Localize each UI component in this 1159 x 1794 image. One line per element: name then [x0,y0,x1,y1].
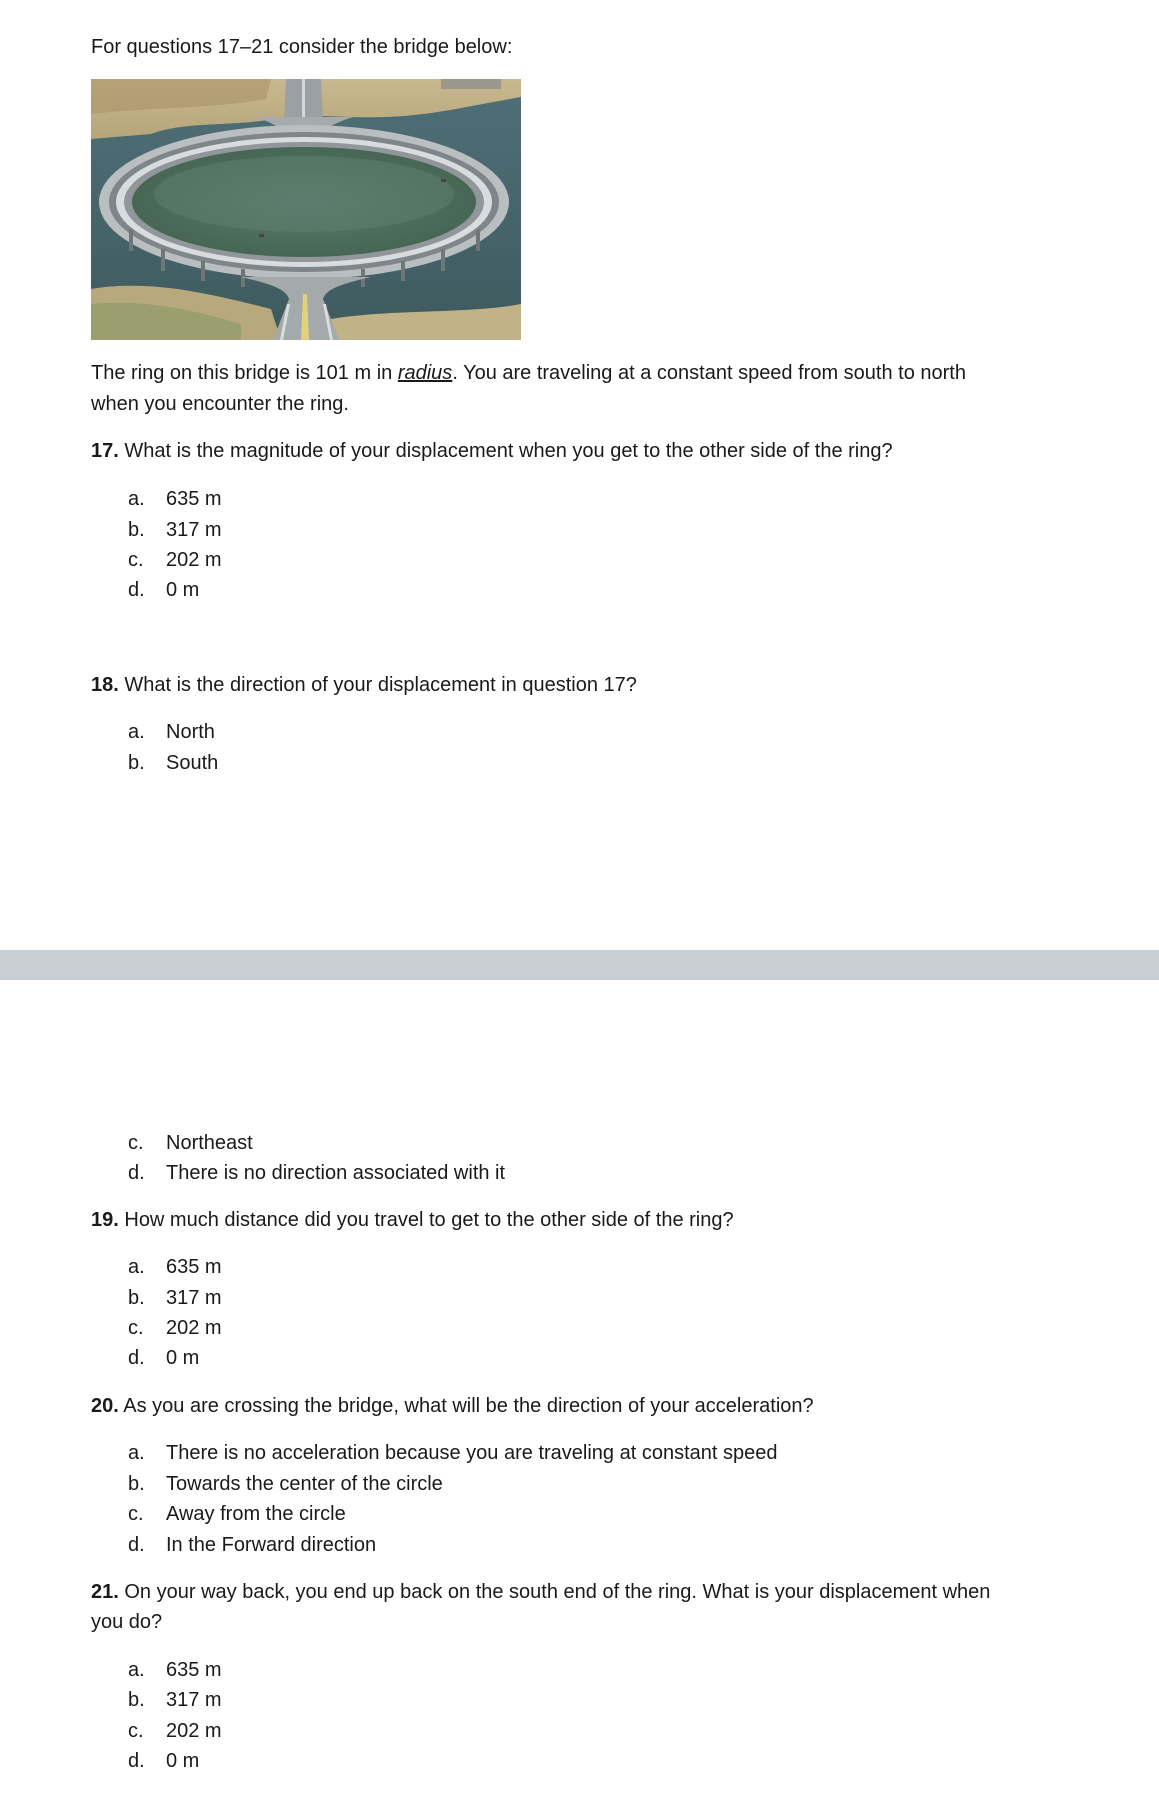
q17-option-b-letter: b. [128,519,145,541]
q18-option-c-letter: c. [128,1132,144,1154]
q19-option-a: 635 m [166,1256,222,1278]
q17-option-d-letter: d. [128,579,145,601]
q19-option-b: 317 m [166,1287,222,1309]
q17-option-d: 0 m [166,579,200,601]
q21-option-b-letter: b. [128,1689,145,1711]
q21-option-d: 0 m [166,1750,200,1772]
question-20: 20. As you are crossing the bridge, what will be the direction of your acceleration? [91,1395,814,1417]
q18-option-c: Northeast [166,1132,253,1154]
q20-option-d-letter: d. [128,1534,145,1556]
context-line-1: The ring on this bridge is 101 m in radius. You are traveling at a constant speed from south to north [91,362,966,384]
q20-option-c: Away from the circle [166,1503,346,1525]
question-18: 18. What is the direction of your displacement in question 17? [91,674,637,696]
q20-option-a: There is no acceleration because you are traveling at constant speed [166,1442,778,1464]
question-21-line-2: you do? [91,1611,163,1633]
q20-option-a-letter: a. [128,1442,145,1464]
q17-option-a-letter: a. [128,488,145,510]
q19-option-c-letter: c. [128,1317,144,1339]
question-21: 21. On your way back, you end up back on the south end of the ring. What is your displacement when [91,1581,991,1603]
q18-option-a: North [166,721,215,743]
q20-option-b: Towards the center of the circle [166,1473,443,1495]
q18-option-a-letter: a. [128,721,145,743]
q20-option-d: In the Forward direction [166,1534,377,1556]
document-page-2 [0,980,1159,1794]
q18-option-b: South [166,752,219,774]
q19-option-a-letter: a. [128,1256,145,1278]
q17-option-c-letter: c. [128,549,144,571]
q21-option-a-letter: a. [128,1659,145,1681]
q17-option-c: 202 m [166,549,222,571]
question-19: 19. How much distance did you travel to get to the other side of the ring? [91,1209,734,1231]
q21-option-c: 202 m [166,1720,222,1742]
q18-option-d: There is no direction associated with it [166,1162,506,1184]
q17-option-b: 317 m [166,519,222,541]
q19-option-d-letter: d. [128,1347,145,1369]
q19-option-d: 0 m [166,1347,200,1369]
radius-term: radius [397,362,453,384]
q21-option-a: 635 m [166,1659,222,1681]
q21-option-d-letter: d. [128,1750,145,1772]
q17-option-a: 635 m [166,488,222,510]
intro-text: For questions 17–21 consider the bridge below: [91,36,513,58]
bridge-ring-photo [91,79,521,340]
page-break [0,950,1159,980]
q20-option-c-letter: c. [128,1503,144,1525]
q21-option-c-letter: c. [128,1720,144,1742]
q19-option-c: 202 m [166,1317,222,1339]
question-17: 17. What is the magnitude of your displacement when you get to the other side of the ring? [91,440,893,462]
q19-option-b-letter: b. [128,1287,145,1309]
q18-option-b-letter: b. [128,752,145,774]
q20-option-b-letter: b. [128,1473,145,1495]
q21-option-b: 317 m [166,1689,222,1711]
q18-option-d-letter: d. [128,1162,145,1184]
context-line-2: when you encounter the ring. [91,393,349,415]
